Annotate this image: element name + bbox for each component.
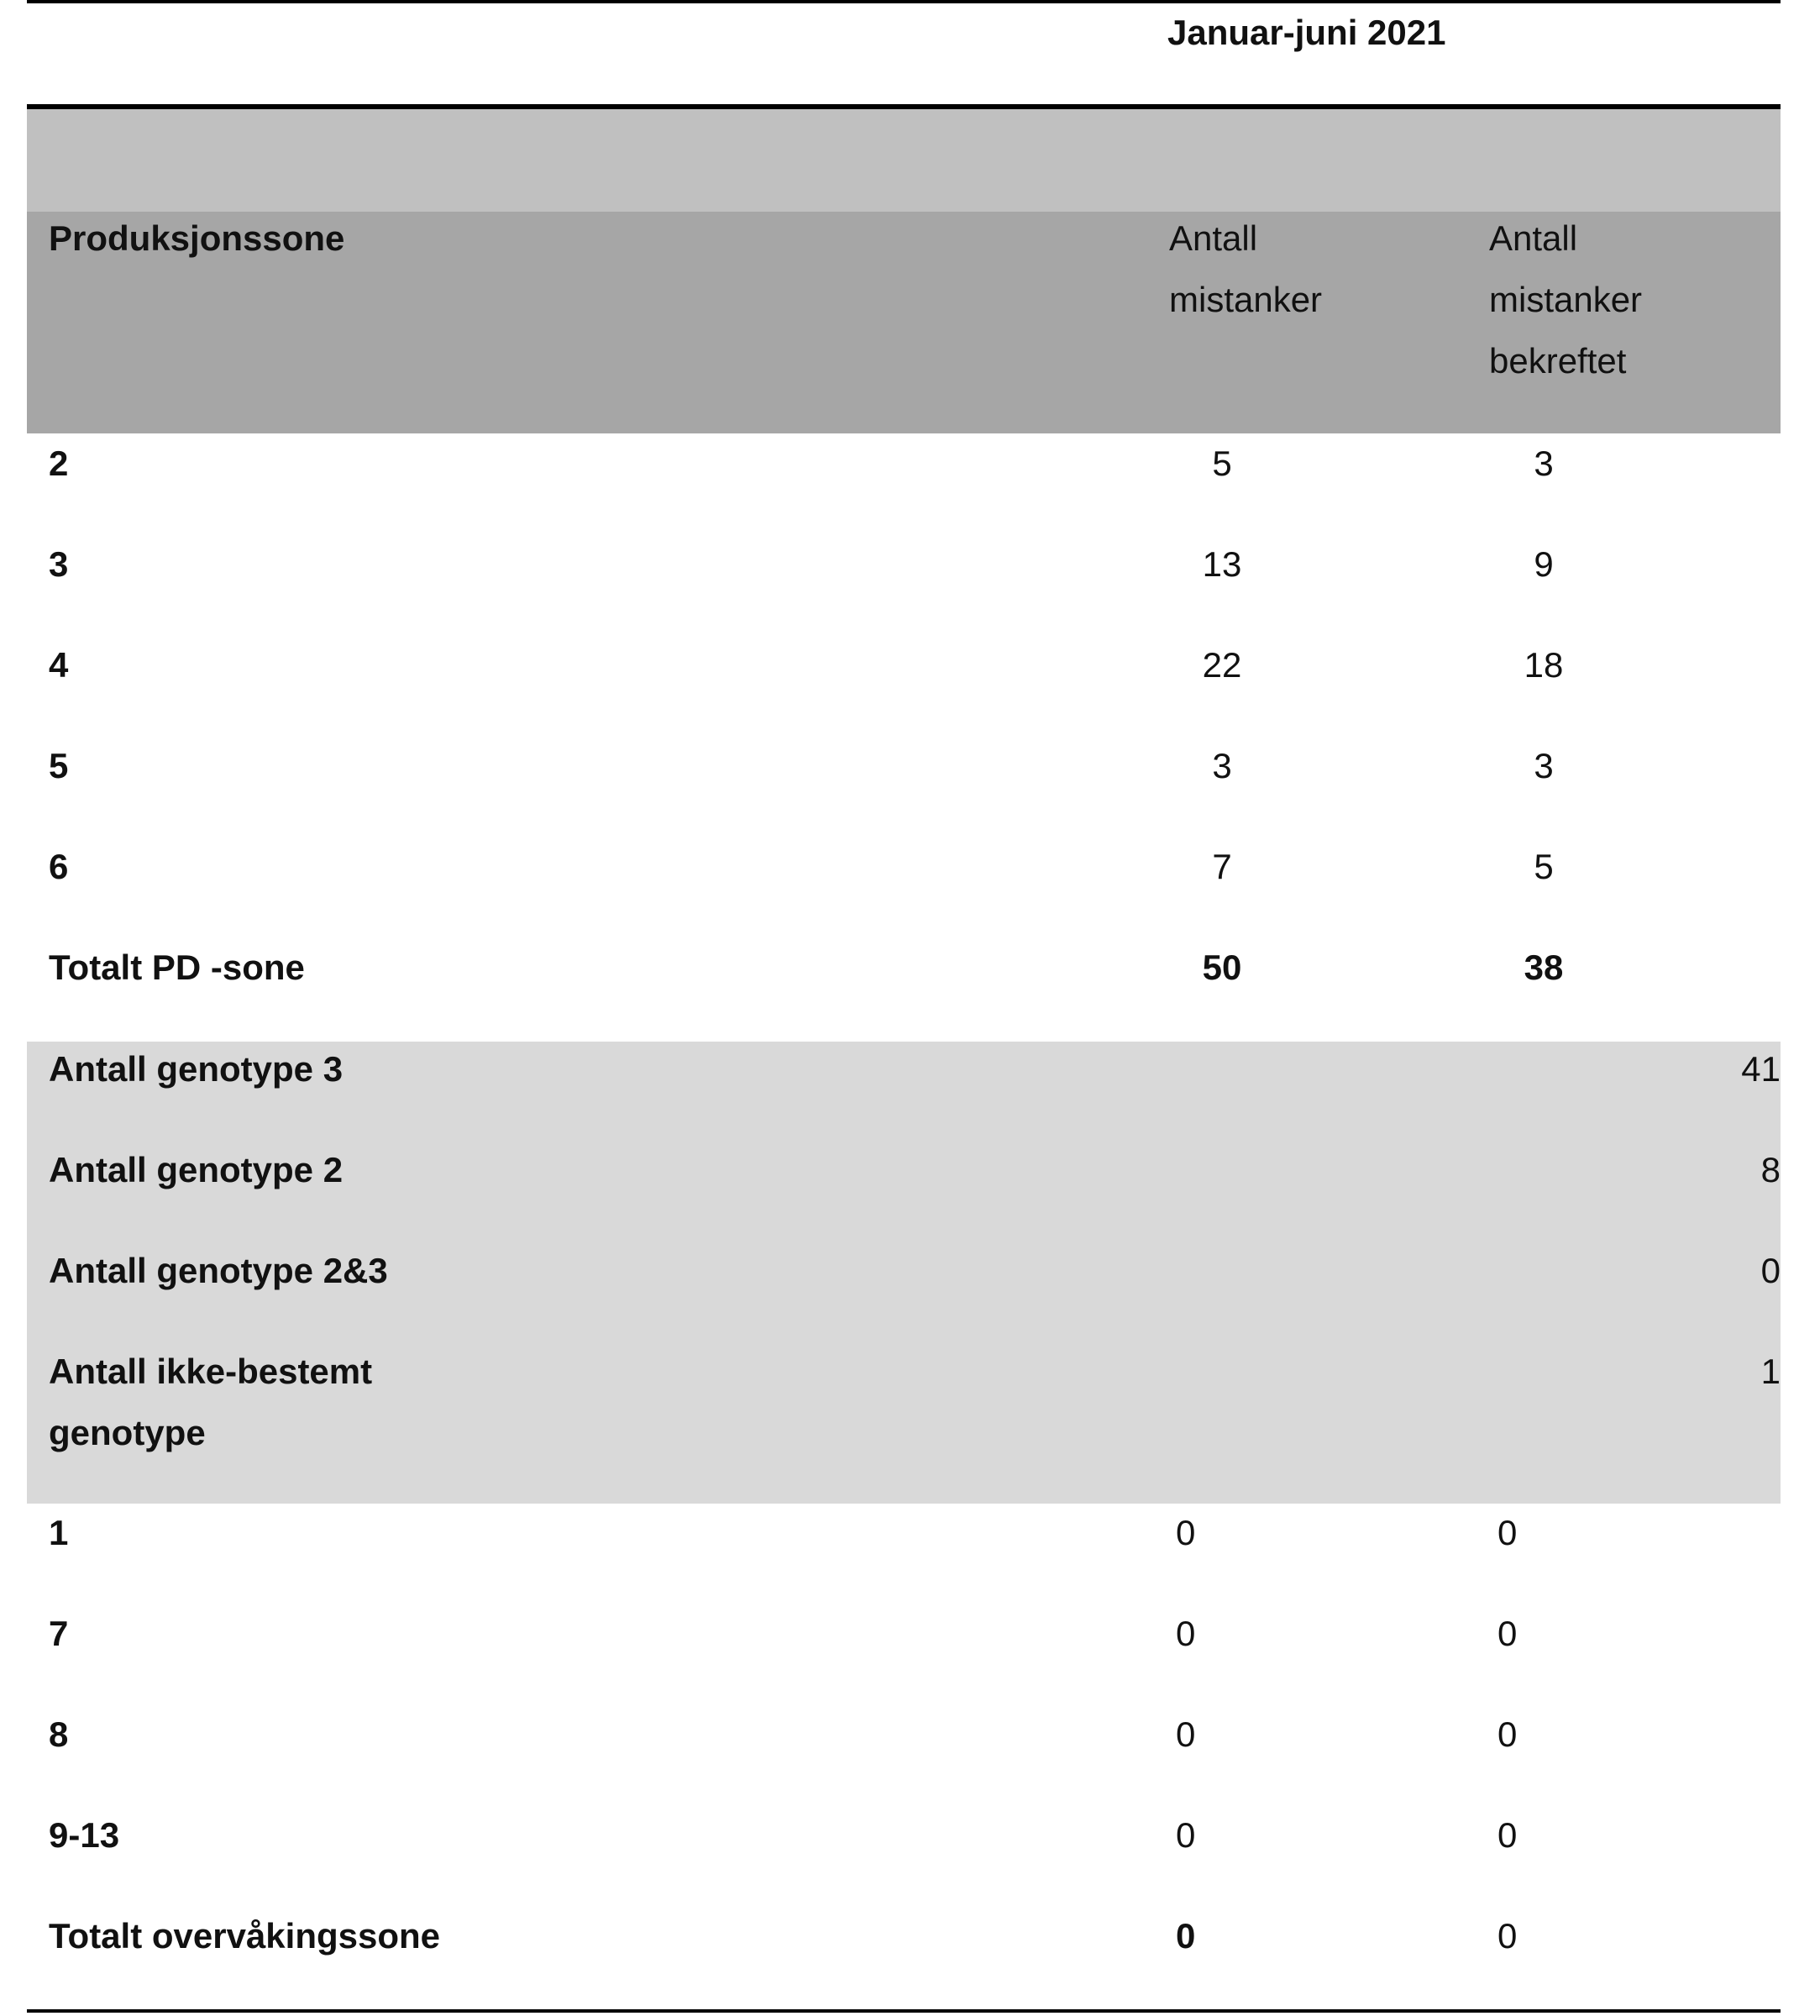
zone-label: 7	[49, 1614, 69, 1653]
zone-label: 4	[49, 645, 69, 685]
pd-total-label: Totalt PD -sone	[49, 948, 305, 987]
genotype-label: Antall genotype 2	[49, 1150, 344, 1189]
suspected-value: 0	[1176, 1614, 1196, 1653]
column-header-zone: Produksjonssone	[49, 218, 345, 258]
genotype-value: 1	[1760, 1352, 1781, 1391]
suspected-value: 0	[1176, 1513, 1196, 1552]
light-gray-band	[27, 109, 1781, 212]
genotype-label: Antall genotype 2&3	[49, 1251, 388, 1290]
zone-label: 8	[49, 1714, 69, 1754]
pd-total-confirmed: 38	[1524, 948, 1564, 987]
confirmed-value: 5	[1534, 847, 1554, 886]
suspected-value: 0	[1176, 1714, 1196, 1754]
confirmed-value: 9	[1534, 544, 1554, 584]
pd-total-suspected: 50	[1202, 948, 1242, 987]
zone-label: 5	[49, 746, 69, 785]
genotype-label: Antall genotype 3	[49, 1049, 344, 1089]
period-header: Januar-juni 2021	[1167, 13, 1446, 52]
suspected-value: 5	[1212, 444, 1232, 483]
zone-label: 6	[49, 847, 69, 886]
confirmed-value: 18	[1524, 645, 1564, 685]
confirmed-value: 0	[1497, 1815, 1518, 1855]
confirmed-value: 0	[1497, 1614, 1518, 1653]
surveillance-total-suspected: 0	[1176, 1916, 1196, 1956]
zone-label: 9-13	[49, 1815, 120, 1855]
suspected-value: 7	[1212, 847, 1232, 886]
suspected-value: 22	[1202, 645, 1242, 685]
genotype-label: Antall ikke-bestemt genotype	[49, 1352, 373, 1452]
confirmed-value: 0	[1497, 1714, 1518, 1754]
genotype-value: 41	[1741, 1049, 1781, 1089]
suspected-value: 13	[1202, 544, 1242, 584]
column-header-suspected: Antall mistanker	[1169, 218, 1323, 319]
top-rule	[27, 0, 1781, 3]
genotype-value: 8	[1760, 1150, 1781, 1189]
suspected-value: 0	[1176, 1815, 1196, 1855]
surveillance-total-label: Totalt overvåkingssone	[49, 1916, 441, 1956]
zone-label: 1	[49, 1513, 69, 1552]
confirmed-value: 0	[1497, 1513, 1518, 1552]
suspected-value: 3	[1212, 746, 1232, 785]
column-header-confirmed: Antall mistanker bekreftet	[1489, 218, 1643, 381]
zone-label: 3	[49, 544, 69, 584]
confirmed-value: 3	[1534, 746, 1554, 785]
bottom-rule	[27, 2009, 1781, 2013]
confirmed-value: 3	[1534, 444, 1554, 483]
genotype-value: 0	[1760, 1251, 1781, 1290]
surveillance-total-confirmed: 0	[1497, 1916, 1518, 1956]
zone-label: 2	[49, 444, 69, 483]
